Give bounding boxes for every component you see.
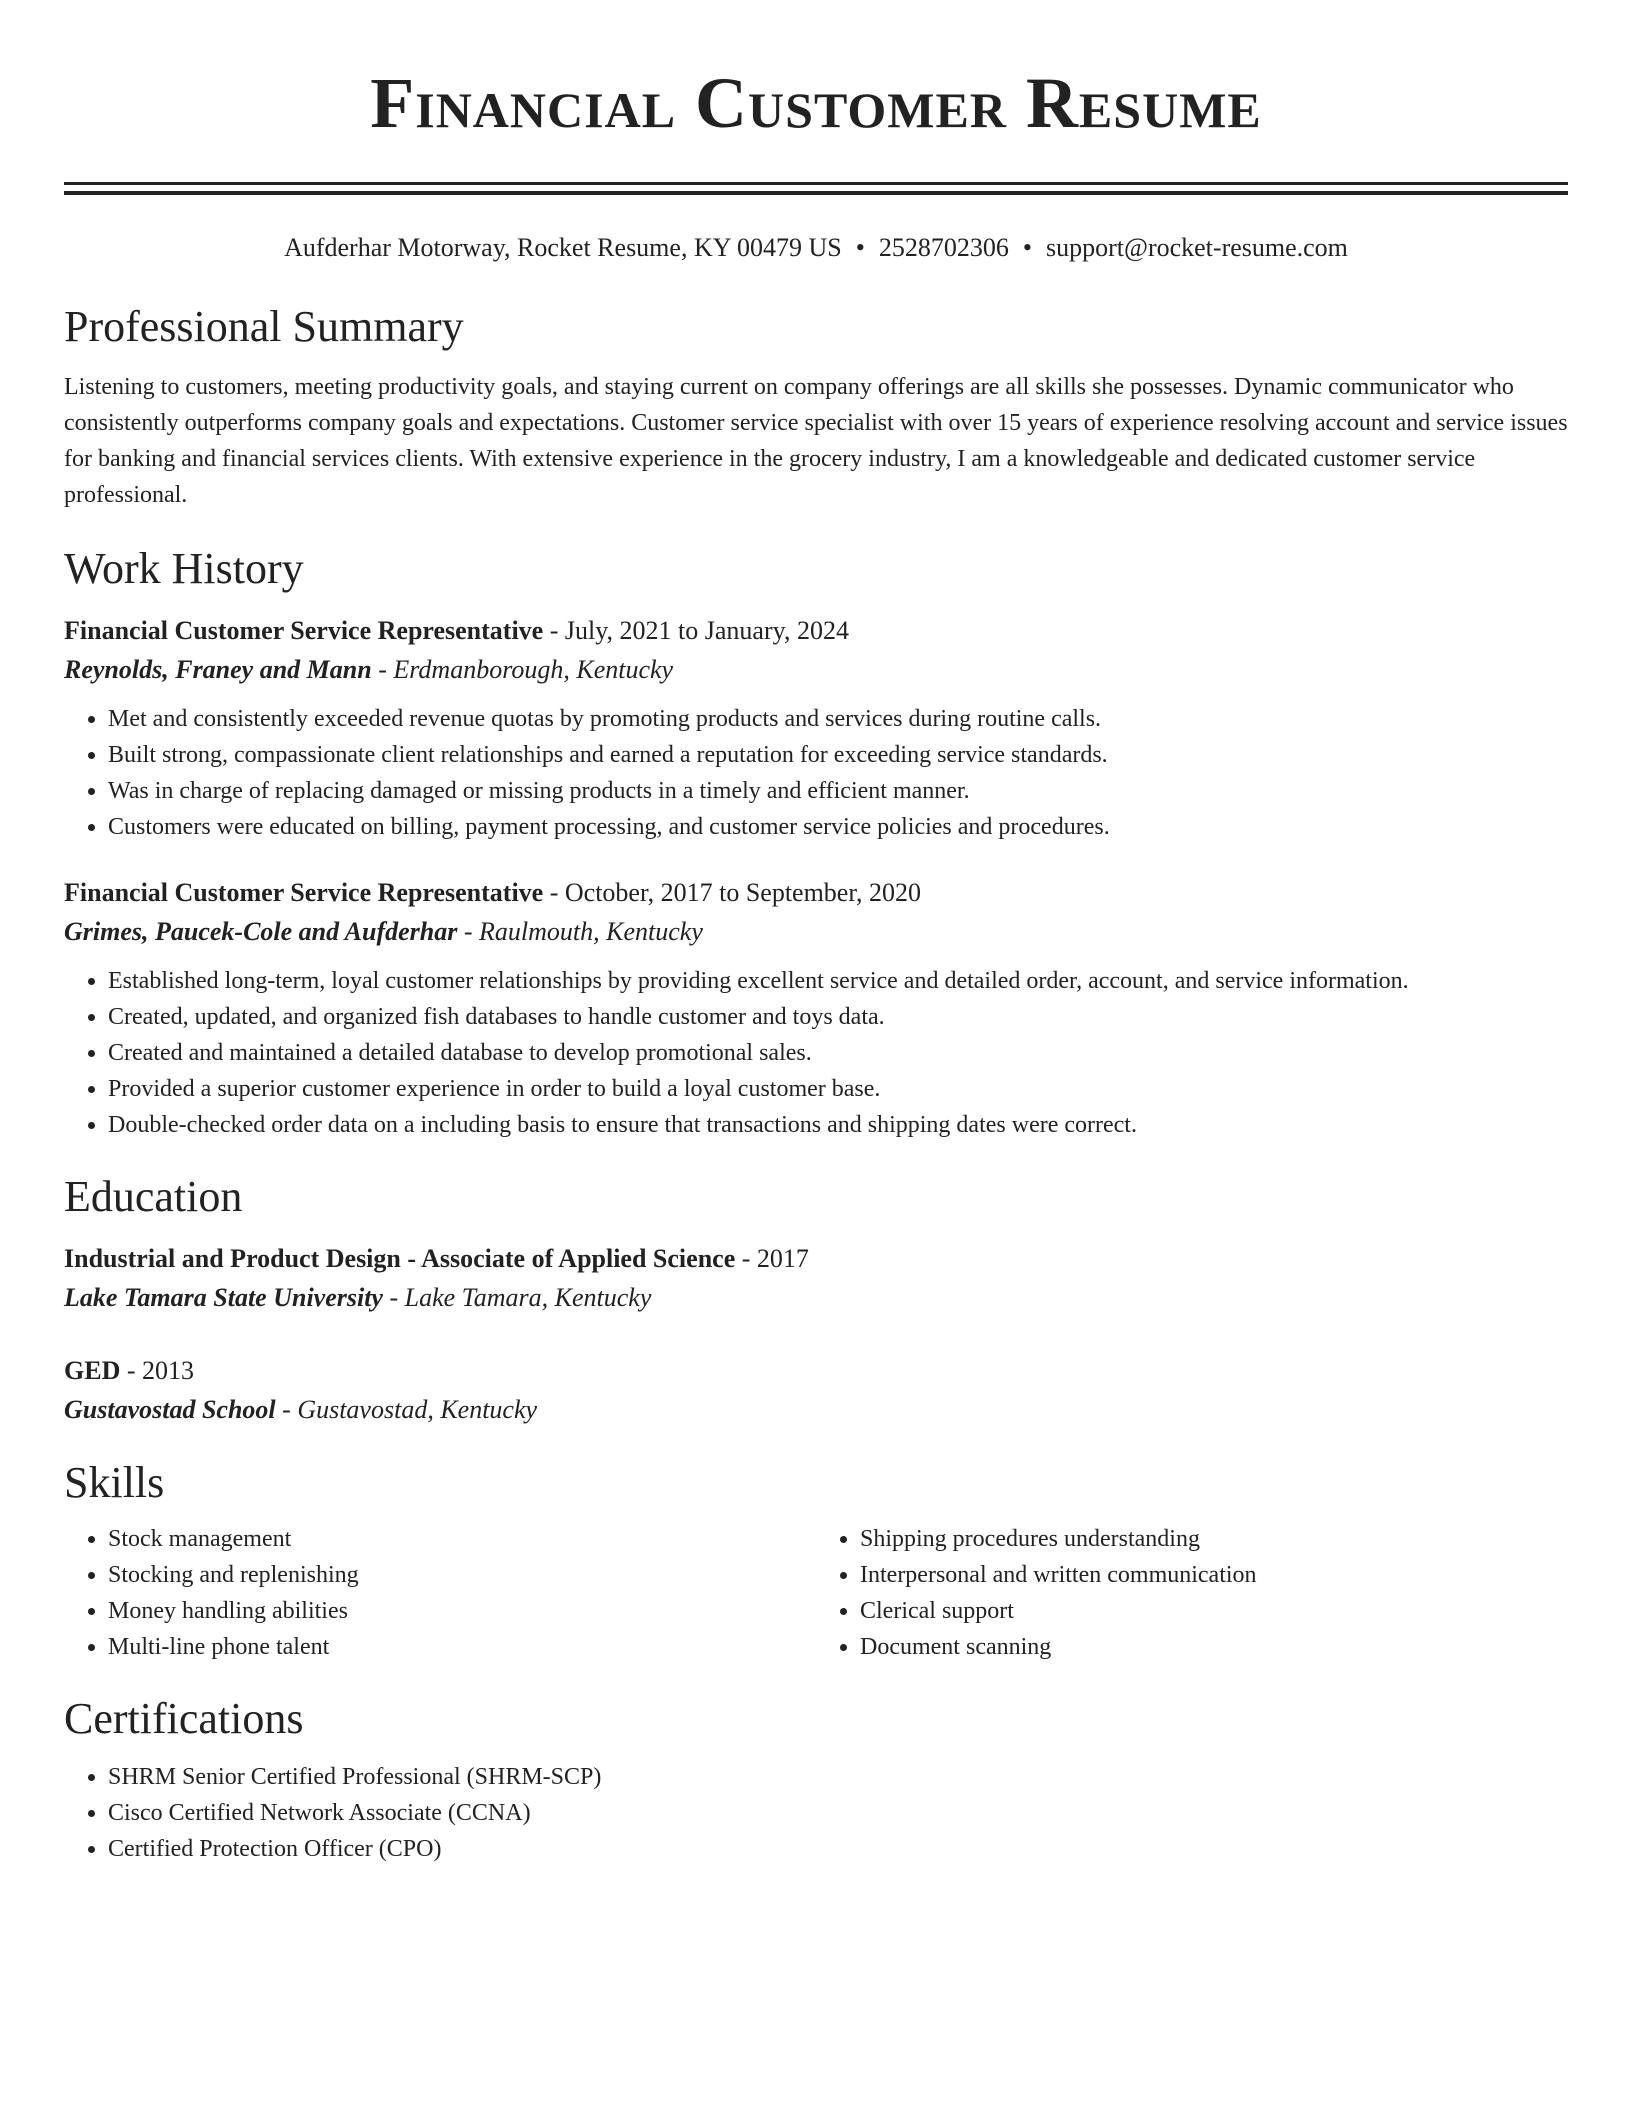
education-location: - Gustavostad, Kentucky [275, 1395, 538, 1424]
list-item: • Interpersonal and written communication [860, 1557, 1568, 1593]
contact-separator: • [855, 233, 865, 262]
list-item: • Money handling abilities [108, 1593, 816, 1629]
job-header [64, 613, 1568, 649]
education-section [64, 1169, 1568, 1429]
job-dates: - July, 2021 to January, 2024 [543, 616, 849, 645]
job-bullets [64, 701, 1568, 845]
list-item: • Stock management [108, 1521, 816, 1557]
education-entry [64, 1241, 1568, 1317]
certifications-list [64, 1759, 1568, 1867]
skills-columns [64, 1521, 1568, 1665]
certifications-section [64, 1691, 1568, 1867]
title-rule-top [64, 182, 1568, 185]
education-year: - 2013 [120, 1356, 195, 1385]
job-title: Financial Customer Service Representative [64, 878, 544, 907]
education-school-line [64, 1279, 1568, 1317]
job-employer [64, 913, 1568, 951]
skills-list-right [816, 1521, 1568, 1665]
list-item: • Created, updated, and organized fish databases to handle customer and toys data. [108, 999, 1568, 1035]
list-item: • Clerical support [860, 1593, 1568, 1629]
work-history-heading: Work History [64, 544, 304, 593]
education-school-line [64, 1391, 1568, 1429]
certifications-heading: Certifications [64, 1694, 304, 1743]
education-heading: Education [64, 1172, 243, 1221]
list-item: • Established long-term, loyal customer relationships by providing excellent service and detailed order, account, and service information. [108, 963, 1568, 999]
contact-email: support@rocket-resume.com [1046, 233, 1348, 262]
education-school: Lake Tamara State University [64, 1283, 383, 1312]
education-degree: Industrial and Product Design - Associate of Applied Science [64, 1244, 736, 1273]
list-item: • Customers were educated on billing, payment processing, and customer service policies and procedures. [108, 809, 1568, 845]
job-employer [64, 651, 1568, 689]
list-item: • Stocking and replenishing [108, 1557, 816, 1593]
job-dates: - October, 2017 to September, 2020 [543, 878, 921, 907]
work-history-section [64, 541, 1568, 1143]
education-degree: GED [64, 1356, 121, 1385]
list-item: • SHRM Senior Certified Professional (SHRM-SCP) [108, 1759, 1568, 1795]
list-item: • Double-checked order data on a including basis to ensure that transactions and shipping dates were correct. [108, 1107, 1568, 1143]
list-item: • Built strong, compassionate client relationships and earned a reputation for exceeding service standards. [108, 737, 1568, 773]
list-item: • Was in charge of replacing damaged or missing products in a timely and efficient manner. [108, 773, 1568, 809]
job-location: - Raulmouth, Kentucky [457, 917, 703, 946]
job-entry [64, 875, 1568, 1143]
list-item: • Shipping procedures understanding [860, 1521, 1568, 1557]
summary-text: Listening to customers, meeting productivity goals, and staying current on company offerings are all skills she possesses. Dynamic communicator who consistently outperforms company goals and expectations. Customer service specialist with over 15 years of experience resolving account and service issues for banking and financial services clients. With extensive experience in the grocery industry, I am a knowledgeable and dedicated customer service professional. [64, 374, 1568, 508]
list-item: • Met and consistently exceeded revenue quotas by promoting products and services during routine calls. [108, 701, 1568, 737]
contact-separator: • [1022, 233, 1032, 262]
summary-heading: Professional Summary [64, 302, 464, 351]
contact-line [64, 231, 1568, 265]
contact-phone: 2528702306 [878, 233, 1009, 262]
job-location: - Erdmanborough, Kentucky [371, 655, 674, 684]
skills-list-left [64, 1521, 816, 1665]
education-school: Gustavostad School [64, 1395, 276, 1424]
education-entry [64, 1353, 1568, 1429]
title-rule-bottom [64, 191, 1568, 195]
skills-heading: Skills [64, 1458, 165, 1507]
job-company: Reynolds, Franey and Mann [64, 655, 372, 684]
job-bullets [64, 963, 1568, 1143]
list-item: • Cisco Certified Network Associate (CCNA) [108, 1795, 1568, 1831]
skills-section [64, 1455, 1568, 1665]
page-title: Financial Customer Resume [370, 63, 1262, 143]
education-header [64, 1353, 1568, 1389]
list-item: • Multi-line phone talent [108, 1629, 816, 1665]
education-header [64, 1241, 1568, 1277]
job-header [64, 875, 1568, 911]
list-item: • Created and maintained a detailed database to develop promotional sales. [108, 1035, 1568, 1071]
list-item: • Document scanning [860, 1629, 1568, 1665]
education-location: - Lake Tamara, Kentucky [382, 1283, 652, 1312]
summary-section [64, 299, 1568, 513]
education-year: - 2017 [735, 1244, 809, 1273]
job-entry [64, 613, 1568, 845]
job-title: Financial Customer Service Representative [64, 616, 544, 645]
contact-address: Aufderhar Motorway, Rocket Resume, KY 00479 US [284, 233, 842, 262]
job-company: Grimes, Paucek-Cole and Aufderhar [64, 917, 458, 946]
list-item: • Certified Protection Officer (CPO) [108, 1831, 1568, 1867]
list-item: • Provided a superior customer experience in order to build a loyal customer base. [108, 1071, 1568, 1107]
